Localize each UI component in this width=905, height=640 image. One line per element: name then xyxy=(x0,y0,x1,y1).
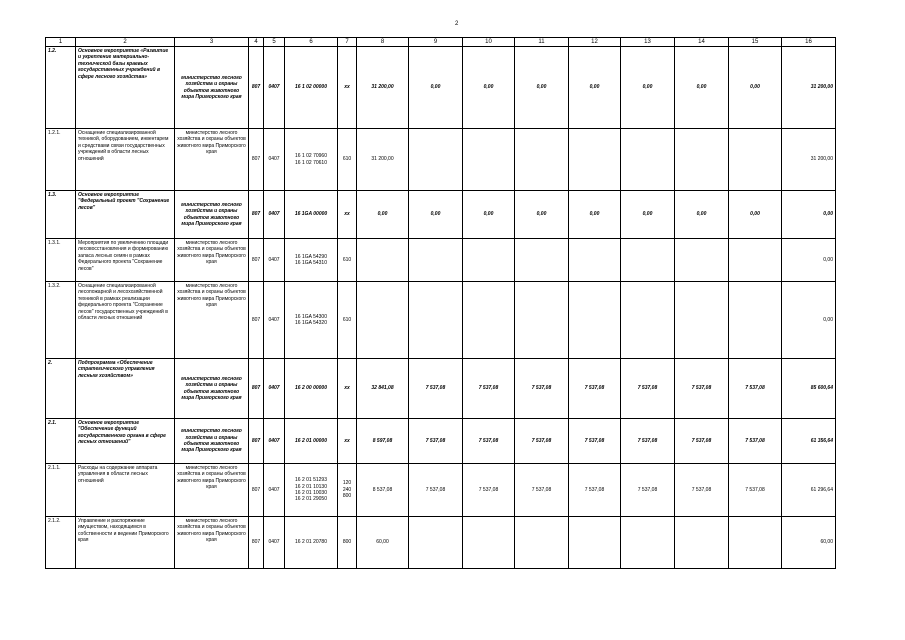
row-value: 7 537,08 xyxy=(675,419,729,464)
row-executor: министерство лесного хозяйства и охраны объектов животного мира Приморского края xyxy=(175,47,249,129)
header-cell: 9 xyxy=(409,38,463,47)
row-value: 7 537,08 xyxy=(569,359,621,419)
row-grbs: 807 xyxy=(249,239,264,282)
header-cell: 7 xyxy=(338,38,357,47)
header-cell: 4 xyxy=(249,38,264,47)
row-value xyxy=(675,282,729,359)
budget-table xyxy=(45,37,836,569)
row-vr: хх xyxy=(338,47,357,129)
row-vr: 120 240 800 xyxy=(338,464,357,517)
row-grbs: 807 xyxy=(249,517,264,569)
row-value xyxy=(675,517,729,569)
row-value xyxy=(409,282,463,359)
row-csr: 16 2 00 00000 xyxy=(285,359,338,419)
row-value xyxy=(729,239,782,282)
row-total: 61 296,64 xyxy=(782,464,836,517)
row-value: 7 537,08 xyxy=(409,359,463,419)
row-value xyxy=(621,282,675,359)
row-value: 7 537,08 xyxy=(409,419,463,464)
row-value xyxy=(409,239,463,282)
row-value: 0,00 xyxy=(675,47,729,129)
row-value: 7 537,08 xyxy=(515,359,569,419)
row-value xyxy=(675,239,729,282)
row-value xyxy=(463,282,515,359)
row-total: 31 200,00 xyxy=(782,47,836,129)
row-value: 0,00 xyxy=(515,191,569,239)
header-cell: 10 xyxy=(463,38,515,47)
header-cell: 1 xyxy=(46,38,76,47)
row-value xyxy=(621,129,675,191)
row-value: 7 537,08 xyxy=(621,464,675,517)
row-vr: 800 xyxy=(338,517,357,569)
row-rzpr: 0407 xyxy=(264,359,285,419)
row-value xyxy=(729,517,782,569)
row-vr: хх xyxy=(338,359,357,419)
row-value: 0,00 xyxy=(463,47,515,129)
row-name: Подпрограмма «Обеспечение стратегического управления лесным хозяйством» xyxy=(76,359,175,419)
table-row xyxy=(46,239,836,282)
row-csr: 16 1GA 54300 16 1GA 54320 xyxy=(285,282,338,359)
row-value xyxy=(729,282,782,359)
row-csr: 16 1GA 00000 xyxy=(285,191,338,239)
row-value: 0,00 xyxy=(621,191,675,239)
row-executor: министерство лесного хозяйства и охраны объектов животного мира Приморского края xyxy=(175,517,249,569)
table-row xyxy=(46,464,836,517)
header-cell: 14 xyxy=(675,38,729,47)
row-value xyxy=(515,129,569,191)
row-number: 2. xyxy=(46,359,76,419)
row-grbs: 807 xyxy=(249,464,264,517)
row-total: 85 600,64 xyxy=(782,359,836,419)
table-row xyxy=(46,282,836,359)
table-row xyxy=(46,47,836,129)
row-value: 7 537,08 xyxy=(463,464,515,517)
row-value: 7 537,08 xyxy=(515,464,569,517)
row-total: 60,00 xyxy=(782,517,836,569)
row-executor: министерство лесного хозяйства и охраны объектов животного мира Приморского края xyxy=(175,282,249,359)
row-csr: 16 2 01 00000 xyxy=(285,419,338,464)
row-executor: министерство лесного хозяйства и охраны объектов животного мира Приморского края xyxy=(175,129,249,191)
row-total: 61 356,64 xyxy=(782,419,836,464)
header-cell: 15 xyxy=(729,38,782,47)
row-value: 7 537,08 xyxy=(729,419,782,464)
row-vr: хх xyxy=(338,191,357,239)
row-value xyxy=(515,239,569,282)
row-value: 60,00 xyxy=(357,517,409,569)
row-value: 0,00 xyxy=(729,47,782,129)
row-value: 0,00 xyxy=(357,191,409,239)
row-value xyxy=(357,239,409,282)
row-value: 0,00 xyxy=(409,47,463,129)
row-value: 0,00 xyxy=(463,191,515,239)
table-row xyxy=(46,419,836,464)
row-grbs: 807 xyxy=(249,419,264,464)
header-cell: 16 xyxy=(782,38,836,47)
row-number: 2.1.2. xyxy=(46,517,76,569)
header-cell: 8 xyxy=(357,38,409,47)
row-csr: 16 1 02 00000 xyxy=(285,47,338,129)
row-name: Основное мероприятие «Развитие и укрепление материально-технической базы краевых государственных учреждений в сфере лесного хозяйства» xyxy=(76,47,175,129)
row-value: 0,00 xyxy=(409,191,463,239)
row-total: 0,00 xyxy=(782,282,836,359)
row-grbs: 807 xyxy=(249,282,264,359)
header-cell: 13 xyxy=(621,38,675,47)
header-cell: 12 xyxy=(569,38,621,47)
header-cell: 11 xyxy=(515,38,569,47)
row-executor: министерство лесного хозяйства и охраны объектов животного мира Приморского края xyxy=(175,464,249,517)
row-executor: министерство лесного хозяйства и охраны объектов животного мира Приморского края xyxy=(175,239,249,282)
row-csr: 16 2 01 20780 xyxy=(285,517,338,569)
row-name: Расходы на содержание аппарата управления в области лесных отношений xyxy=(76,464,175,517)
row-value: 7 537,08 xyxy=(675,359,729,419)
row-value xyxy=(675,129,729,191)
row-value xyxy=(569,129,621,191)
row-value xyxy=(463,517,515,569)
row-value: 7 537,08 xyxy=(621,419,675,464)
row-value xyxy=(409,517,463,569)
header-cell: 3 xyxy=(175,38,249,47)
header-cell: 2 xyxy=(76,38,175,47)
row-csr: 16 1GA 54290 16 1GA 54310 xyxy=(285,239,338,282)
row-value xyxy=(357,282,409,359)
row-total: 0,00 xyxy=(782,191,836,239)
row-executor: министерство лесного хозяйства и охраны объектов животного мира Приморского края xyxy=(175,191,249,239)
row-value xyxy=(463,239,515,282)
header-cell: 6 xyxy=(285,38,338,47)
header-row xyxy=(46,38,836,47)
row-total: 0,00 xyxy=(782,239,836,282)
row-name: Основное мероприятие "Обеспечение функций государственного органа в сфере лесных отношений" xyxy=(76,419,175,464)
row-rzpr: 0407 xyxy=(264,191,285,239)
row-value: 0,00 xyxy=(569,191,621,239)
row-value: 7 537,08 xyxy=(463,419,515,464)
row-value: 7 537,08 xyxy=(729,359,782,419)
row-name: Оснащение специализированной лесопожарной и лесохозяйственной техникой в рамках реализации федерального проекта "Сохранение лесов" государственных учреждений в области лесных отношений xyxy=(76,282,175,359)
row-rzpr: 0407 xyxy=(264,47,285,129)
row-csr: 16 2 01 51293 16 2 01 10130 16 2 01 10030 16 2 01 29050 xyxy=(285,464,338,517)
row-number: 2.1.1. xyxy=(46,464,76,517)
row-number: 1.2. xyxy=(46,47,76,129)
row-value: 7 537,08 xyxy=(569,419,621,464)
row-value xyxy=(569,517,621,569)
row-rzpr: 0407 xyxy=(264,419,285,464)
row-vr: 610 xyxy=(338,282,357,359)
row-grbs: 807 xyxy=(249,47,264,129)
table-row xyxy=(46,129,836,191)
row-number: 1.2.1. xyxy=(46,129,76,191)
row-vr: 610 xyxy=(338,129,357,191)
row-executor: министерство лесного хозяйства и охраны объектов животного мира Приморского края xyxy=(175,359,249,419)
header-cell: 5 xyxy=(264,38,285,47)
row-value: 0,00 xyxy=(729,191,782,239)
row-value: 7 537,08 xyxy=(621,359,675,419)
row-value xyxy=(621,517,675,569)
row-total: 31 200,00 xyxy=(782,129,836,191)
row-value: 7 537,08 xyxy=(729,464,782,517)
row-name: Управление и распоряжение имуществом, находящимся в собственности и ведении Приморского края xyxy=(76,517,175,569)
row-number: 2.1. xyxy=(46,419,76,464)
row-value xyxy=(621,239,675,282)
row-grbs: 807 xyxy=(249,129,264,191)
row-value xyxy=(515,517,569,569)
row-value: 8 537,08 xyxy=(357,464,409,517)
row-value: 0,00 xyxy=(569,47,621,129)
row-value: 7 537,08 xyxy=(675,464,729,517)
row-rzpr: 0407 xyxy=(264,464,285,517)
row-name: Основное мероприятие "Федеральный проект "Сохранение лесов" xyxy=(76,191,175,239)
row-value xyxy=(463,129,515,191)
row-value: 31 200,00 xyxy=(357,129,409,191)
row-number: 1.3. xyxy=(46,191,76,239)
row-name: Оснащение специализированной техникой, оборудованием, инвентарем и средствами связи государственных учреждений в области лесных отношений xyxy=(76,129,175,191)
row-value: 7 537,08 xyxy=(569,464,621,517)
row-number: 1.3.1. xyxy=(46,239,76,282)
page-number: 2 xyxy=(455,21,459,27)
row-value: 32 841,08 xyxy=(357,359,409,419)
row-value xyxy=(569,239,621,282)
row-value: 7 537,08 xyxy=(515,419,569,464)
table-row xyxy=(46,191,836,239)
row-value xyxy=(569,282,621,359)
row-csr: 16 1 02 70960 16 1 02 70610 xyxy=(285,129,338,191)
row-rzpr: 0407 xyxy=(264,239,285,282)
row-vr: хх xyxy=(338,419,357,464)
row-rzpr: 0407 xyxy=(264,129,285,191)
row-name: Мероприятия по увеличению площади лесовосстановления и формированию запаса лесных семян в рамках Федерального проекта "Сохранение лесов" xyxy=(76,239,175,282)
row-value: 0,00 xyxy=(675,191,729,239)
row-executor: министерство лесного хозяйства и охраны объектов животного мира Приморского края xyxy=(175,419,249,464)
row-rzpr: 0407 xyxy=(264,517,285,569)
row-value xyxy=(729,129,782,191)
table-row xyxy=(46,517,836,569)
table-row xyxy=(46,359,836,419)
row-value: 7 537,08 xyxy=(463,359,515,419)
row-value: 31 200,00 xyxy=(357,47,409,129)
row-value: 0,00 xyxy=(515,47,569,129)
row-number: 1.3.2. xyxy=(46,282,76,359)
row-value xyxy=(409,129,463,191)
row-vr: 610 xyxy=(338,239,357,282)
row-value: 8 597,08 xyxy=(357,419,409,464)
row-value xyxy=(515,282,569,359)
row-value: 0,00 xyxy=(621,47,675,129)
row-rzpr: 0407 xyxy=(264,282,285,359)
row-value: 7 537,08 xyxy=(409,464,463,517)
row-grbs: 807 xyxy=(249,359,264,419)
row-grbs: 807 xyxy=(249,191,264,239)
